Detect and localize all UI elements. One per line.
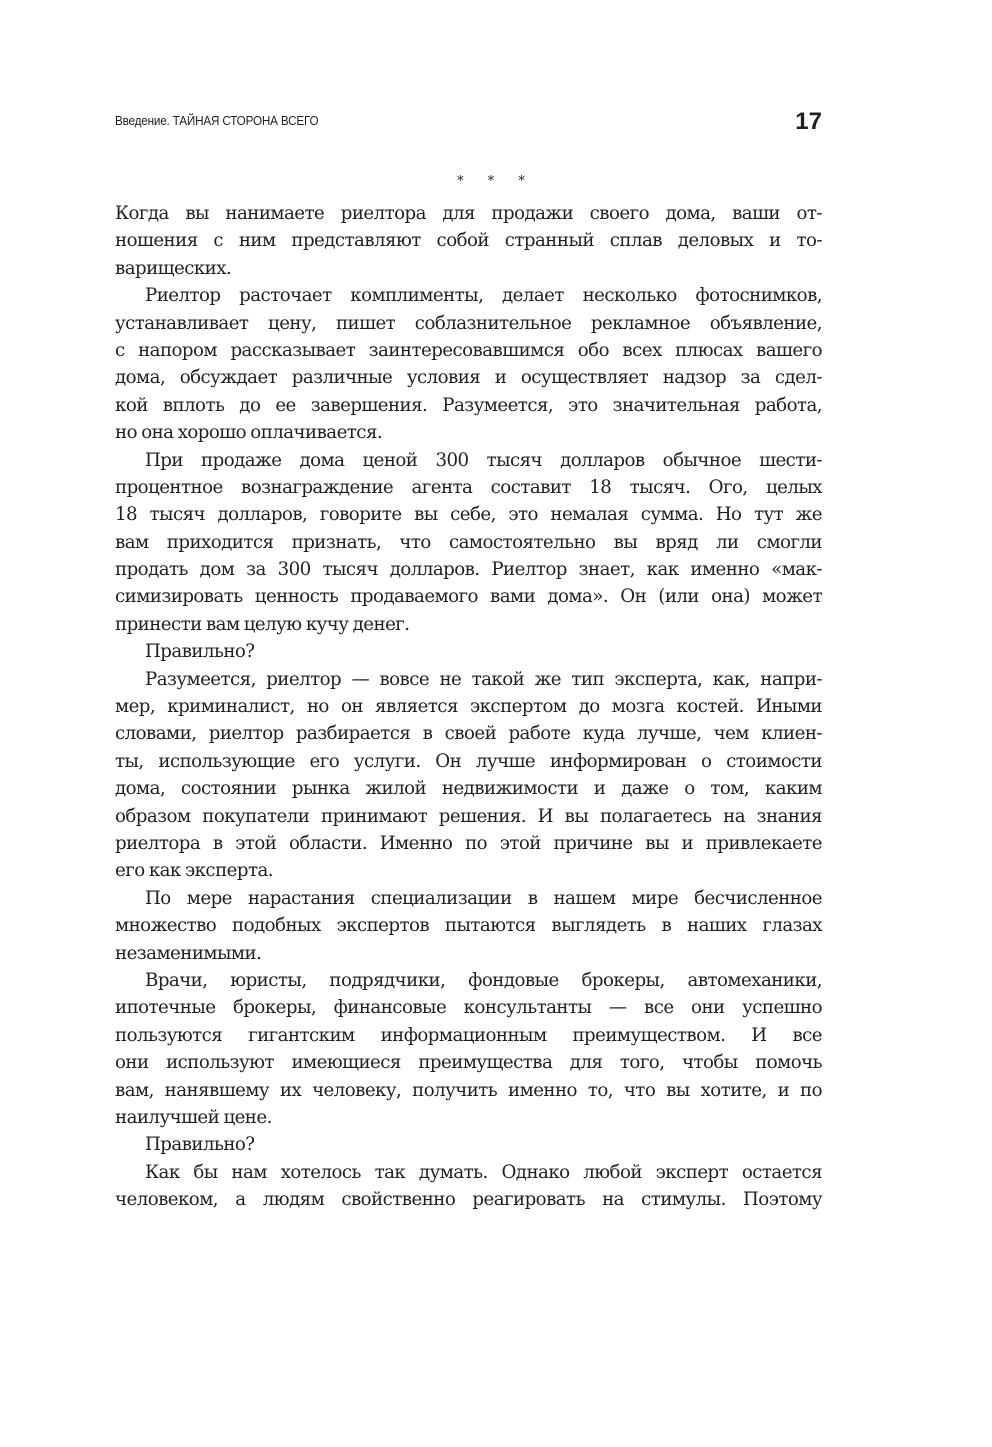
section-separator: * * * [457, 174, 535, 189]
paragraph [115, 447, 822, 639]
paragraph [115, 666, 822, 885]
text-line: вам приходится признать, что самостоятельно вы вряд ли смогли [115, 531, 822, 553]
paragraph [115, 638, 822, 665]
text-line: наилучшей цене. [115, 1106, 272, 1128]
page-number: 17 [795, 108, 822, 135]
text-line: незаменимыми. [115, 942, 262, 964]
text-line: Риелтор расточает комплименты, делает несколько фотоснимков, [145, 285, 822, 307]
text-line: продать дом за 300 тысяч долларов. Риелтор знает, как именно «мак- [115, 559, 822, 581]
text-line: процентное вознаграждение агента составит 18 тысяч. Ого, целых [115, 476, 822, 498]
text-line: риелтора в этой области. Именно по этой причине вы и привлекаете [115, 832, 822, 854]
paragraph [115, 967, 822, 1131]
paragraph [115, 1159, 822, 1214]
text-line: образом покупатели принимают решения. И вы полагаетесь на знания [115, 805, 822, 827]
paragraph [115, 282, 822, 446]
text-line: человеком, а людям свойственно реагировать на стимулы. Поэтому [115, 1189, 822, 1211]
text-line: Правильно? [145, 641, 255, 663]
body-text [115, 200, 822, 1213]
text-line: Разумеется, риелтор — вовсе не такой же тип эксперта, как, напри- [145, 668, 822, 690]
text-line: При продаже дома ценой 300 тысяч долларов обычное шести- [145, 449, 822, 471]
text-line: Когда вы нанимаете риелтора для продажи своего дома, ваши от- [115, 203, 822, 224]
text-line: множество подобных экспертов пытаются выглядеть в наших глазах [115, 915, 822, 937]
paragraph [115, 885, 822, 967]
text-line: дома, состоянии рынка жилой недвижимости и даже о том, каким [115, 778, 822, 800]
paragraph [115, 1131, 822, 1158]
text-line: ипотечные брокеры, финансовые консультанты — все они успешно [115, 997, 822, 1019]
text-line: они используют имеющиеся преимущества для того, чтобы помочь [115, 1052, 822, 1074]
text-line: симизировать ценность продаваемого вами дома». Он (или она) может [115, 586, 822, 608]
text-line: принести вам целую кучу денег. [115, 613, 410, 635]
text-line: варищеских. [115, 257, 232, 279]
text-line: Врачи, юристы, подрядчики, фондовые брокеры, автомеханики, [145, 969, 822, 991]
text-line: вам, нанявшему их человеку, получить именно то, что вы хотите, и по [115, 1079, 822, 1101]
text-line: словами, риелтор разбирается в своей работе куда лучше, чем клиен- [115, 723, 822, 745]
text-line: Как бы нам хотелось так думать. Однако любой эксперт остается [145, 1161, 822, 1183]
text-line: с напором рассказывает заинтересовавшимся обо всех плюсах вашего [115, 339, 822, 361]
text-line: По мере нарастания специализации в нашем мире бесчисленное [145, 887, 822, 909]
text-line: кой вплоть до ее завершения. Разумеется, это значительная работа, [115, 394, 822, 416]
text-line: его как эксперта. [115, 860, 273, 882]
text-line: пользуются гигантским информационным преимуществом. И все [115, 1024, 822, 1046]
text-line: ношения с ним представляют собой странный сплав деловых и то- [115, 230, 822, 252]
text-line: Правильно? [145, 1134, 255, 1156]
running-header: Введение. ТАЙНАЯ СТОРОНА ВСЕГО [115, 113, 319, 128]
paragraph [115, 200, 822, 282]
text-line: устанавливает цену, пишет соблазнительное рекламное объявление, [115, 312, 822, 334]
text-line: но она хорошо оплачивается. [115, 422, 383, 444]
text-line: 18 тысяч долларов, говорите вы себе, это немалая сумма. Но тут же [115, 504, 822, 526]
text-line: дома, обсуждает различные условия и осуществляет надзор за сдел- [115, 367, 822, 389]
text-line: ты, использующие его услуги. Он лучше информирован о стоимости [115, 750, 822, 772]
text-line: мер, криминалист, но он является экспертом до мозга костей. Иными [115, 696, 822, 718]
